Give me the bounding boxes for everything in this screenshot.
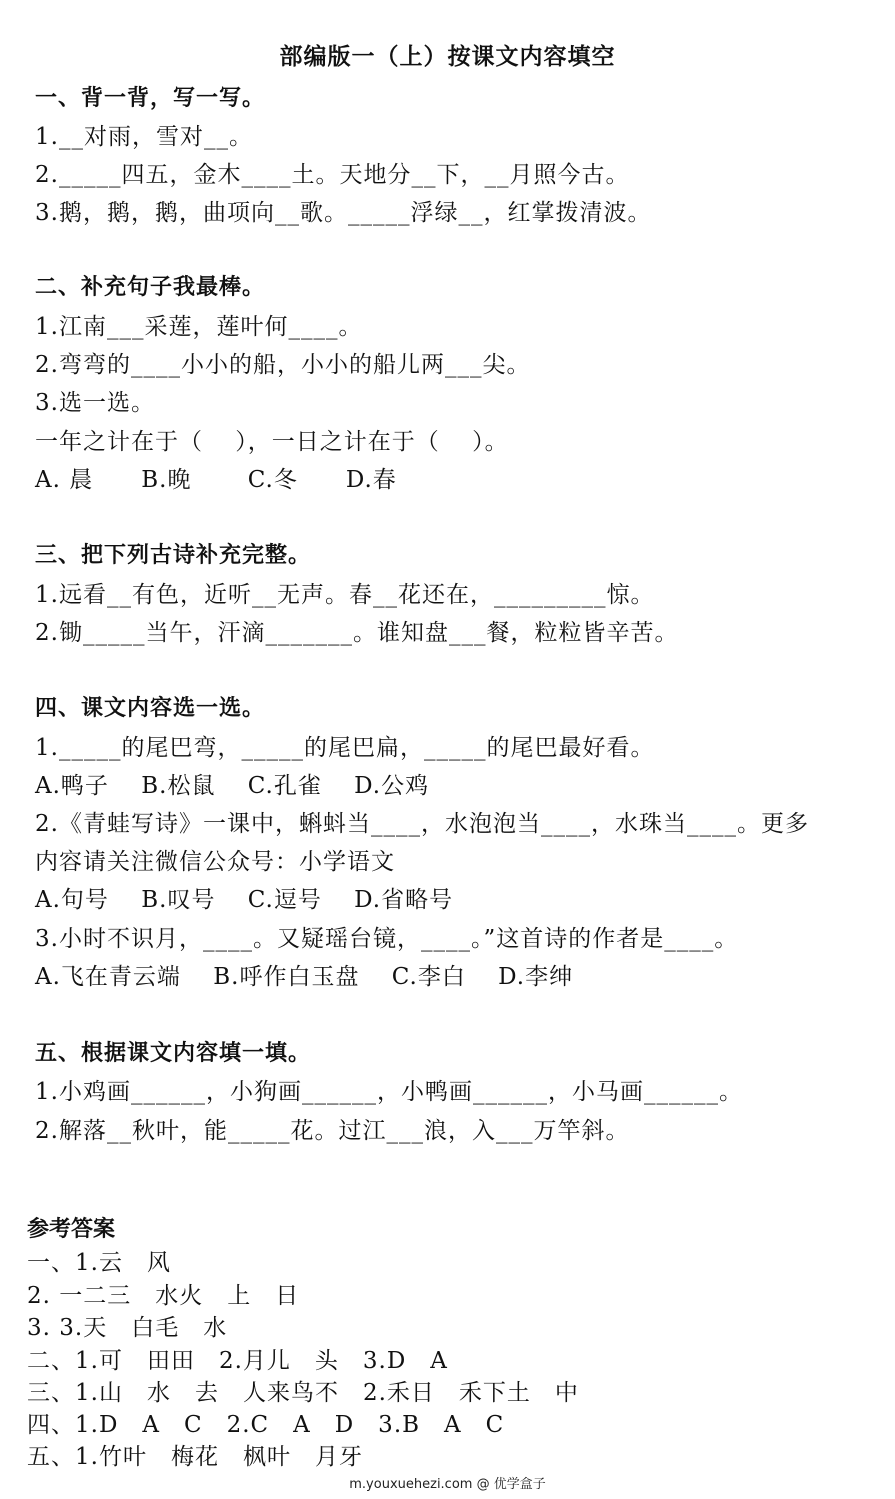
section-2-line-2: 2.弯弯的____小小的船，小小的船儿两___尖。 bbox=[35, 352, 531, 378]
section-2-line-3: 3.选一选。 bbox=[35, 390, 155, 416]
section-3-line-2: 2.锄_____当午，汗滴_______。谁知盘___餐，粒粒皆辛苦。 bbox=[35, 620, 679, 646]
answer-line-3: 3. 3.天 白毛 水 bbox=[27, 1315, 228, 1341]
answer-line-1: 一、1.云 风 bbox=[27, 1250, 171, 1276]
answers-heading: 参考答案 bbox=[27, 1217, 116, 1242]
section-4-line-3: 2.《青蛙写诗》一课中，蝌蚪当____，水泡泡当____，水珠当____。更多 bbox=[35, 811, 809, 837]
section-5-line-2: 2.解落__秋叶，能_____花。过江___浪，入___万竿斜。 bbox=[35, 1118, 630, 1144]
answer-line-7: 五、1.竹叶 梅花 枫叶 月牙 bbox=[27, 1444, 363, 1470]
section-2-heading: 二、补充句子我最棒。 bbox=[35, 275, 266, 300]
section-1-line-1: 1.__对雨，雪对__。 bbox=[35, 124, 253, 150]
section-1-line-3: 3.鹅，鹅，鹅，曲项向__歌。_____浮绿__，红掌拨清波。 bbox=[35, 200, 652, 226]
answer-line-5: 三、1.山 水 去 人来鸟不 2.禾日 禾下土 中 bbox=[27, 1380, 579, 1406]
page-title: 部编版一（上）按课文内容填空 bbox=[279, 44, 616, 70]
section-4-heading: 四、课文内容选一选。 bbox=[35, 696, 266, 721]
section-2-line-4: 一年之计在于（ ），一日之计在于（ ）。 bbox=[35, 429, 509, 455]
section-4-line-6: 3.小时不识月，____。又疑瑶台镜，____。”这首诗的作者是____。 bbox=[35, 926, 739, 952]
section-5-line-1: 1.小鸡画______，小狗画______，小鸭画______，小马画______。 bbox=[35, 1079, 743, 1105]
section-2-line-5: A. 晨 B.晚 C.冬 D.春 bbox=[35, 467, 397, 493]
section-3-heading: 三、把下列古诗补充完整。 bbox=[35, 543, 312, 568]
footer-watermark: m.youxuehezi.com @ 优学盒子 bbox=[349, 1477, 546, 1492]
section-4-line-5: A.句号 B.叹号 C.逗号 D.省略号 bbox=[35, 887, 454, 913]
section-3-line-1: 1.远看__有色，近听__无声。春__花还在，_________惊。 bbox=[35, 582, 655, 608]
answer-line-4: 二、1.可 田田 2.月儿 头 3.D A bbox=[27, 1348, 448, 1374]
answer-line-2: 2. 一二三 水火 上 日 bbox=[27, 1283, 300, 1309]
section-1-heading: 一、背一背，写一写。 bbox=[35, 86, 266, 111]
section-4-line-7: A.飞在青云端 B.呼作白玉盘 C.李白 D.李绅 bbox=[35, 964, 574, 990]
section-4-line-1: 1._____的尾巴弯，_____的尾巴扁，_____的尾巴最好看。 bbox=[35, 735, 655, 761]
section-4-line-2: A.鸭子 B.松鼠 C.孔雀 D.公鸡 bbox=[35, 773, 430, 799]
section-5-heading: 五、根据课文内容填一填。 bbox=[35, 1041, 312, 1066]
section-2-line-1: 1.江南___采莲，莲叶何____。 bbox=[35, 314, 363, 340]
section-1-line-2: 2._____四五，金木____土。天地分__下，__月照今古。 bbox=[35, 162, 630, 188]
answer-line-6: 四、1.D A C 2.C A D 3.B A C bbox=[27, 1412, 505, 1438]
section-4-line-4: 内容请关注微信公众号：小学语文 bbox=[35, 849, 395, 875]
